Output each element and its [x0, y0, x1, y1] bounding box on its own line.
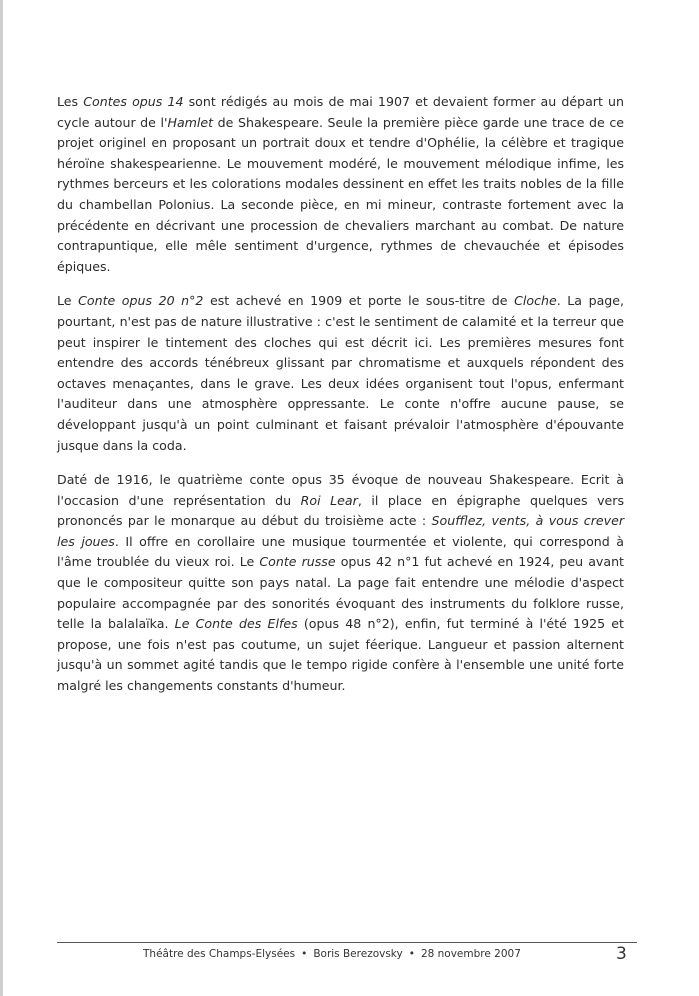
page-footer — [143, 948, 521, 960]
text-run: Les — [57, 94, 84, 109]
text-run: Daté de 1916, le quatrième conte opus 35 évoque de nouveau Shakespeare. Ecrit à l'occasion d'une représentation du — [57, 472, 624, 508]
text-run: (opus 48 n°2), enfin, fut terminé à l'été 1925 et propose, une fois n'est pas coutume, un sujet féerique. Langueur et passion alternent jusqu'à un sommet agité tandis que le tempo rigide confère à l'ensemble une unité forte malgré les changements constants d'humeur. — [57, 616, 624, 694]
scan-edge — [0, 0, 3, 996]
text-run: sont rédigés au mois de mai 1907 et devaient former au départ un cycle autour de l' — [57, 94, 625, 130]
text-run: de Shakespeare. Seule la première pièce garde une trace de ce projet originel en proposant un portrait doux et tendre d'Ophélie, la célèbre et tragique héroïne shakespearienne. Le mouvement modéré, le mouvement mélodique infime, les rythmes berceurs et les colorations modales dessinent en effet les traits nobles de la fille du chambellan Polonius. La seconde pièce, en mi mineur, contraste fortement avec la précédente en décrivant une procession de chevaliers marchant au combat. De nature contrapuntique, elle mêle sentiment d'urgence, rythmes de chevauchée et épisodes épiques. — [57, 114, 625, 274]
paragraph-conte-opus-20 — [57, 291, 624, 456]
paragraph-conte-opus-35 — [57, 470, 624, 697]
work-title: Conte opus 20 n°2 — [78, 293, 204, 309]
text-run: Le — [57, 293, 79, 309]
footer-divider — [57, 942, 637, 943]
work-title: Roi Lear — [300, 492, 358, 508]
footer-artist: Boris Berezovsky — [313, 948, 403, 960]
text-run: opus 42 n°1 fut achevé en 1924, peu avant que le compositeur quitte son pays natal. La page fait entendre une mélodie d'aspect populaire accompagnée par des sonorités évoquant des instruments du folklore russe, telle la balalaïka. — [57, 554, 624, 632]
footer-date: 28 novembre 2007 — [420, 948, 521, 960]
work-title: Conte russe — [259, 554, 336, 570]
text-run: est achevé en 1909 et porte le sous-titre de — [203, 293, 515, 309]
work-title: Hamlet — [167, 114, 214, 130]
epigraph-quote: Soufflez, vents, à vous crever les joues — [57, 513, 624, 549]
work-title: Contes opus 14 — [83, 94, 184, 109]
text-run: . Il offre en corollaire une musique tourmentée et violente, qui correspond à l'âme troublée du vieux roi. Le — [57, 533, 624, 570]
footer-bullet: • — [408, 948, 415, 960]
text-run: . La page, pourtant, n'est pas de nature illustrative : c'est le sentiment de calamité et la terreur que peut inspirer le tintement des cloches qui est décrit ici. Les premières mesures font entendre des accords ténébreux glissant par chromatisme et auxquels répondent des octaves menaçantes, dans le grave. Les deux idées organisent tout l'opus, enfermant l'auditeur dans une atmosphère oppressante. Le conte n'offre aucune pause, se développant jusqu'à un point culminant et faisant prévaloir l'atmosphère d'épouvante jusque dans la coda. — [57, 293, 625, 453]
work-title: Le Conte des Elfes — [174, 616, 298, 632]
footer-bullet: • — [301, 948, 308, 960]
text-run: , il place en épigraphe quelques vers prononcés par le monarque au début du troisième acte : — [57, 492, 625, 529]
paragraph-contes-opus-14 — [57, 92, 624, 277]
footer-venue: Théâtre des Champs-Elysées — [143, 948, 296, 960]
work-title: Cloche — [514, 293, 557, 309]
page-number: 3 — [616, 944, 627, 964]
article-body — [57, 92, 624, 711]
